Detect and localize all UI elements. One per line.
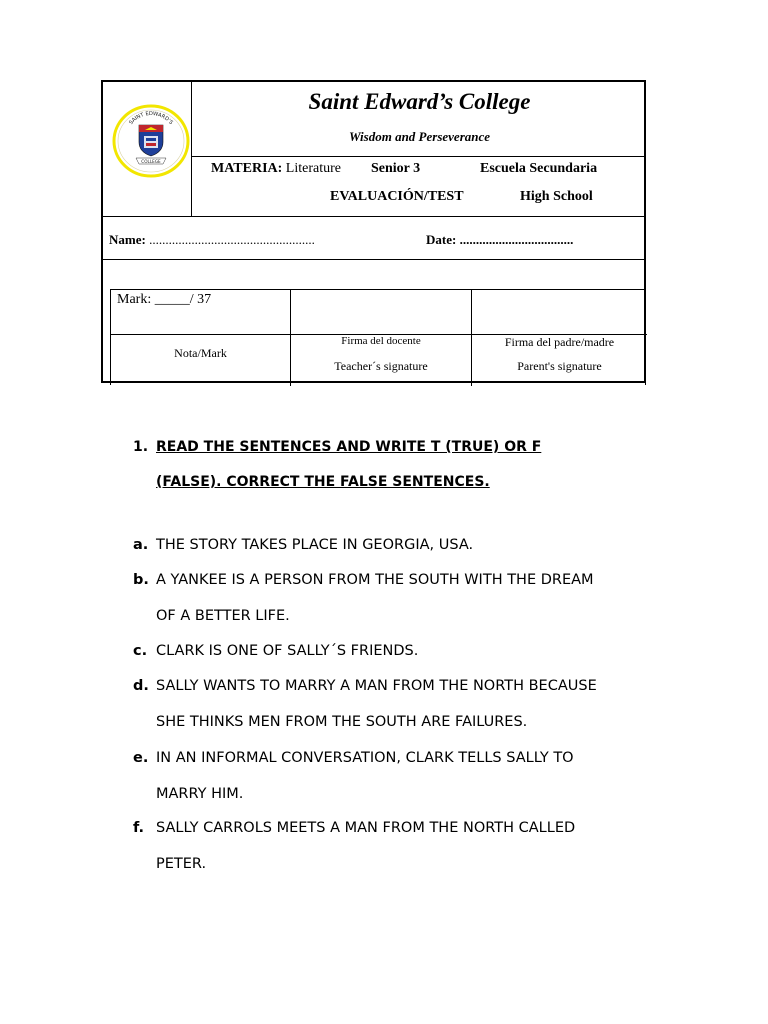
parent-signature-en: Parent's signature: [517, 359, 602, 373]
item-line: MARRY HIM.: [156, 785, 244, 802]
header-table: [101, 80, 646, 383]
teacher-signature-es: Firma del docente: [341, 335, 421, 347]
item-letter: b.: [133, 572, 149, 588]
name-dots: ...................................................: [149, 232, 315, 247]
date-field: [426, 232, 573, 248]
item-line: OF A BETTER LIFE.: [156, 607, 290, 624]
question-instructions: [156, 430, 676, 500]
subject-info: [211, 161, 341, 177]
school-crest-icon: [112, 104, 190, 178]
fields-divider: [103, 259, 646, 260]
name-label: Name:: [109, 232, 146, 247]
level-label: Senior 3: [371, 161, 421, 176]
item-text: [156, 811, 656, 882]
item-text: [156, 563, 656, 634]
item-letter: d.: [133, 678, 149, 694]
mark-score: Mark: _____/ 37: [117, 292, 212, 307]
item-text: [156, 528, 656, 564]
name-field: [109, 232, 315, 248]
teacher-signature-en: Teacher´s signature: [334, 359, 428, 373]
item-letter: f.: [133, 820, 145, 836]
college-motto: Wisdom and Perseverance: [348, 129, 491, 144]
date-label: Date:: [426, 232, 457, 247]
materia-value: Literature: [285, 161, 341, 176]
header-divider: [103, 216, 646, 217]
logo-divider: [191, 82, 192, 216]
item-letter: c.: [133, 643, 148, 659]
mark-table: [110, 289, 646, 385]
item-letter: a.: [133, 537, 149, 553]
logo-arc-text: SAINT EDWARD'S: [128, 110, 174, 126]
item-line: THE STORY TAKES PLACE IN GEORGIA, USA.: [156, 537, 474, 553]
item-line: CLARK IS ONE OF SALLY´S FRIENDS.: [156, 643, 419, 659]
question-number: 1.: [133, 439, 149, 455]
item-line: IN AN INFORMAL CONVERSATION, CLARK TELLS SALLY TO: [156, 750, 574, 766]
item-text: [156, 634, 656, 670]
item-line: A YANKEE IS A PERSON FROM THE SOUTH WITH THE DREAM: [156, 572, 594, 588]
item-letter: e.: [133, 750, 149, 766]
logo-banner-text: COLLEGE: [141, 158, 161, 164]
item-line: SALLY WANTS TO MARRY A MAN FROM THE NORTH BECAUSE: [156, 678, 597, 694]
question-line-2: (FALSE). CORRECT THE FALSE SENTENCES.: [156, 474, 490, 490]
title-divider: [191, 156, 646, 157]
school-en-label: High School: [520, 189, 593, 204]
college-title: Saint Edward’s College: [308, 89, 531, 114]
school-es-label: Escuela Secundaria: [480, 161, 598, 176]
item-line: SALLY CARROLS MEETS A MAN FROM THE NORTH CALLED: [156, 820, 576, 836]
question-line-1: READ THE SENTENCES AND WRITE T (TRUE) OR F: [156, 439, 542, 455]
item-text: [156, 669, 656, 740]
parent-signature-es: Firma del padre/madre: [504, 335, 615, 349]
date-dots: ...................................: [459, 232, 574, 247]
logo-cell: [103, 82, 191, 216]
materia-label: MATERIA:: [211, 161, 283, 176]
test-label: EVALUACIÓN/TEST: [330, 189, 464, 204]
nota-label: Nota/Mark: [174, 346, 227, 360]
item-line: SHE THINKS MEN FROM THE SOUTH ARE FAILURES.: [156, 713, 528, 730]
item-text: [156, 741, 656, 812]
item-line: PETER.: [156, 855, 207, 872]
